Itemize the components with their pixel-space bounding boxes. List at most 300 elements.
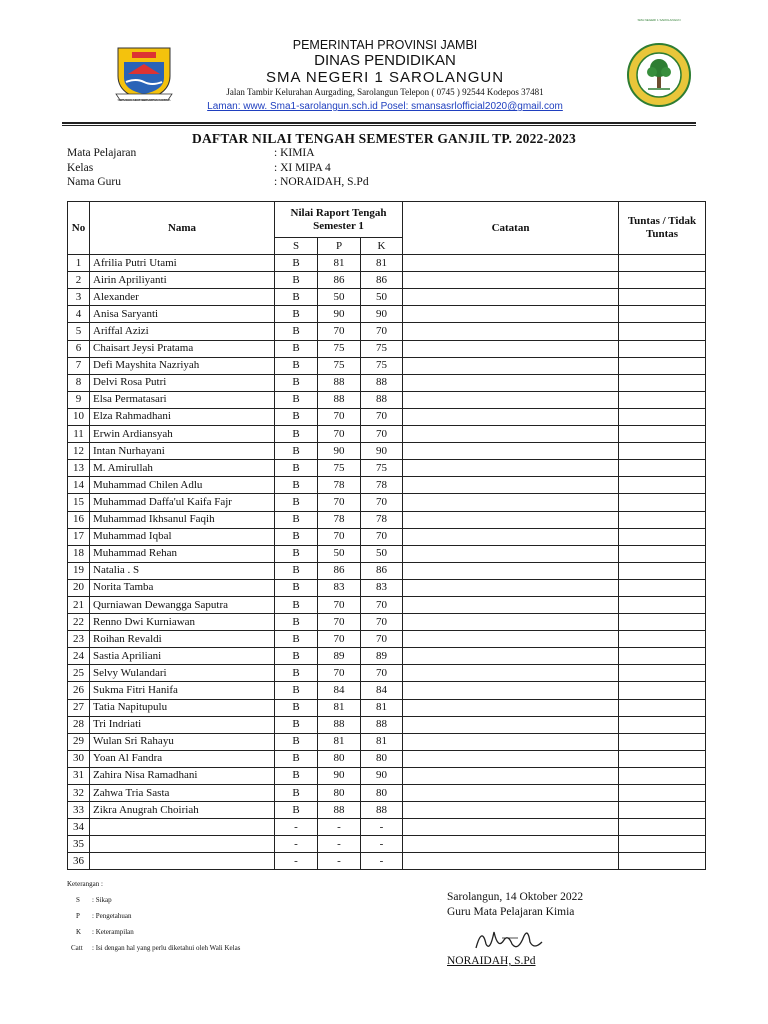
score-keterampilan: - [361,853,403,870]
table-row [68,477,706,494]
row-number: 6 [68,340,90,357]
score-pengetahuan: 70 [318,528,361,545]
score-pengetahuan: 78 [318,477,361,494]
status-cell [619,682,706,699]
score-pengetahuan: 70 [318,614,361,631]
score-pengetahuan: - [318,853,361,870]
row-number: 7 [68,357,90,374]
header-school: SMA NEGERI 1 SAROLANGUN [265,69,505,86]
legend-key-k: K [76,928,82,936]
status-cell [619,699,706,716]
table-row [68,255,706,272]
score-sikap: B [275,340,318,357]
row-number: 19 [68,562,90,579]
score-keterampilan: 78 [361,477,403,494]
score-sikap: B [275,426,318,443]
header-province: PEMERINTAH PROVINSI JAMBI [292,38,478,52]
score-sikap: B [275,306,318,323]
status-cell [619,272,706,289]
status-cell [619,443,706,460]
score-keterampilan: 75 [361,340,403,357]
notes-cell [403,699,619,716]
signature-place-date: Sarolangun, 14 Oktober 2022 [447,891,584,903]
status-cell [619,545,706,562]
class-label: Kelas [67,162,94,174]
status-cell [619,306,706,323]
student-name: Sukma Fitri Hanifa [90,682,275,699]
score-sikap: B [275,579,318,596]
score-pengetahuan: 80 [318,785,361,802]
table-row [68,272,706,289]
score-pengetahuan: 70 [318,596,361,613]
row-number: 4 [68,306,90,323]
status-cell [619,511,706,528]
score-pengetahuan: 50 [318,289,361,306]
col-no-header: No [68,202,90,255]
score-keterampilan: 88 [361,374,403,391]
status-cell [619,323,706,340]
table-row [68,699,706,716]
notes-cell [403,802,619,819]
table-row [68,682,706,699]
status-cell [619,716,706,733]
notes-cell [403,648,619,665]
subject-label: Mata Pelajaran [67,147,137,159]
score-keterampilan: 70 [361,665,403,682]
score-pengetahuan: 86 [318,562,361,579]
student-name: Tri Indriati [90,716,275,733]
notes-cell [403,853,619,870]
score-sikap: B [275,614,318,631]
score-keterampilan: 88 [361,716,403,733]
status-cell [619,853,706,870]
notes-cell [403,819,619,836]
notes-cell [403,579,619,596]
row-number: 3 [68,289,90,306]
teacher-value: : NORAIDAH, S.Pd [274,176,369,188]
score-pengetahuan: 86 [318,272,361,289]
status-cell [619,426,706,443]
score-sikap: B [275,596,318,613]
table-row [68,426,706,443]
student-name: Roihan Revaldi [90,631,275,648]
notes-cell [403,460,619,477]
score-pengetahuan: - [318,836,361,853]
col-p-header: P [318,238,361,255]
score-keterampilan: 50 [361,289,403,306]
student-name: Chaisart Jeysi Pratama [90,340,275,357]
status-cell [619,562,706,579]
score-sikap: B [275,374,318,391]
subject-value: : KIMIA [274,147,315,159]
score-pengetahuan: 81 [318,255,361,272]
row-number: 15 [68,494,90,511]
score-pengetahuan: 70 [318,665,361,682]
row-number: 8 [68,374,90,391]
row-number: 25 [68,665,90,682]
status-cell [619,819,706,836]
student-name: Muhammad Ikhsanul Faqih [90,511,275,528]
status-cell [619,579,706,596]
row-number: 16 [68,511,90,528]
status-cell [619,596,706,613]
col-name-header: Nama [90,202,275,255]
student-name [90,836,275,853]
status-cell [619,836,706,853]
row-number: 35 [68,836,90,853]
notes-cell [403,426,619,443]
row-number: 20 [68,579,90,596]
student-name: Muhammad Chilen Adlu [90,477,275,494]
row-number: 28 [68,716,90,733]
table-row [68,494,706,511]
score-keterampilan: 81 [361,733,403,750]
status-cell [619,750,706,767]
status-cell [619,357,706,374]
score-keterampilan: - [361,836,403,853]
table-row [68,460,706,477]
table-row [68,733,706,750]
score-pengetahuan: 70 [318,631,361,648]
score-sikap: B [275,682,318,699]
score-pengetahuan: 84 [318,682,361,699]
header-divider [62,122,696,124]
table-row [68,528,706,545]
student-name: Muhammad Rehan [90,545,275,562]
score-keterampilan: - [361,819,403,836]
legend-key-catt: Catt [71,944,83,952]
score-pengetahuan: 83 [318,579,361,596]
row-number: 36 [68,853,90,870]
student-name: Muhammad Daffa'ul Kaifa Fajr [90,494,275,511]
table-row [68,631,706,648]
status-cell [619,391,706,408]
score-sikap: B [275,665,318,682]
table-row [68,511,706,528]
score-pengetahuan: 75 [318,357,361,374]
score-sikap: B [275,785,318,802]
table-row [68,614,706,631]
header-address: Jalan Tambir Kelurahan Aurgading, Sarolangun Telepon ( 0745 ) 92544 Kodepos 37481 [226,87,544,97]
student-name: Sastia Apriliani [90,648,275,665]
row-number: 13 [68,460,90,477]
score-pengetahuan: 75 [318,460,361,477]
notes-cell [403,631,619,648]
row-number: 12 [68,443,90,460]
notes-cell [403,357,619,374]
row-number: 11 [68,426,90,443]
table-row [68,374,706,391]
student-name [90,853,275,870]
score-sikap: B [275,408,318,425]
notes-cell [403,767,619,784]
table-row [68,545,706,562]
score-pengetahuan: 81 [318,733,361,750]
table-row [68,340,706,357]
score-keterampilan: 89 [361,648,403,665]
table-row [68,408,706,425]
score-keterampilan: 80 [361,750,403,767]
notes-cell [403,255,619,272]
notes-cell [403,682,619,699]
score-keterampilan: 84 [361,682,403,699]
student-name: Elza Rahmadhani [90,408,275,425]
row-number: 1 [68,255,90,272]
score-keterampilan: 70 [361,494,403,511]
table-row [68,750,706,767]
status-cell [619,374,706,391]
notes-cell [403,545,619,562]
score-sikap: B [275,477,318,494]
student-name: M. Amirullah [90,460,275,477]
score-keterampilan: 81 [361,699,403,716]
score-sikap: B [275,323,318,340]
score-sikap: B [275,528,318,545]
grades-table [67,201,706,870]
header-agency: DINAS PENDIDIKAN [314,52,456,69]
score-keterampilan: 88 [361,802,403,819]
score-sikap: B [275,289,318,306]
table-row [68,306,706,323]
table-row [68,836,706,853]
notes-cell [403,374,619,391]
score-pengetahuan: 70 [318,426,361,443]
score-pengetahuan: 88 [318,802,361,819]
student-name [90,819,275,836]
row-number: 29 [68,733,90,750]
score-pengetahuan: 90 [318,767,361,784]
score-sikap: B [275,443,318,460]
score-pengetahuan: 88 [318,716,361,733]
notes-cell [403,528,619,545]
notes-cell [403,836,619,853]
score-sikap: B [275,460,318,477]
score-sikap: - [275,819,318,836]
notes-cell [403,562,619,579]
row-number: 9 [68,391,90,408]
student-name: Yoan Al Fandra [90,750,275,767]
row-number: 24 [68,648,90,665]
score-pengetahuan: 89 [318,648,361,665]
notes-cell [403,272,619,289]
row-number: 14 [68,477,90,494]
document-title: DAFTAR NILAI TENGAH SEMESTER GANJIL TP. 2022-2023 [192,131,576,146]
score-sikap: B [275,767,318,784]
status-cell [619,614,706,631]
score-pengetahuan: 88 [318,391,361,408]
score-keterampilan: 70 [361,408,403,425]
score-pengetahuan: 80 [318,750,361,767]
row-number: 10 [68,408,90,425]
notes-cell [403,323,619,340]
score-keterampilan: 75 [361,460,403,477]
row-number: 17 [68,528,90,545]
status-cell [619,460,706,477]
notes-cell [403,306,619,323]
score-sikap: B [275,802,318,819]
school-logo [626,42,692,108]
notes-cell [403,733,619,750]
score-keterampilan: 75 [361,357,403,374]
score-keterampilan: 90 [361,306,403,323]
school-logo-text: SMA NEGERI 1 SAROLANGUN [637,18,681,22]
score-keterampilan: 78 [361,511,403,528]
table-row [68,562,706,579]
notes-cell [403,511,619,528]
status-cell [619,648,706,665]
status-cell [619,665,706,682]
student-name: Tatia Napitupulu [90,699,275,716]
student-name: Ariffal Azizi [90,323,275,340]
student-name: Anisa Saryanti [90,306,275,323]
status-cell [619,528,706,545]
score-sikap: B [275,545,318,562]
header-divider-thin [62,125,696,126]
table-row [68,391,706,408]
legend-key-p: P [76,912,80,920]
student-name: Wulan Sri Rahayu [90,733,275,750]
legend-text-catt: : Isi dengan hal yang perlu diketahui oleh Wali Kelas [92,944,241,952]
legend-text-p: : Pengetahuan [92,912,132,920]
teacher-label: Nama Guru [67,176,121,188]
notes-cell [403,750,619,767]
student-name: Zahwa Tria Sasta [90,785,275,802]
table-row [68,716,706,733]
score-sikap: B [275,255,318,272]
score-sikap: B [275,733,318,750]
score-pengetahuan: 81 [318,699,361,716]
row-number: 5 [68,323,90,340]
score-sikap: - [275,836,318,853]
score-sikap: - [275,853,318,870]
student-name: Elsa Permatasari [90,391,275,408]
col-status-header: Tuntas / Tidak Tuntas [619,202,706,255]
table-row [68,853,706,870]
status-cell [619,340,706,357]
status-cell [619,631,706,648]
status-cell [619,289,706,306]
col-notes-header: Catatan [403,202,619,255]
row-number: 23 [68,631,90,648]
signature-role: Guru Mata Pelajaran Kimia [447,906,575,918]
notes-cell [403,408,619,425]
legend-text-s: : Sikap [92,896,112,904]
table-row [68,802,706,819]
student-name: Intan Nurhayani [90,443,275,460]
legend-text-k: : Keterampilan [92,928,134,936]
score-pengetahuan: 90 [318,306,361,323]
status-cell [619,477,706,494]
score-pengetahuan: 78 [318,511,361,528]
row-number: 34 [68,819,90,836]
row-number: 27 [68,699,90,716]
score-keterampilan: 70 [361,596,403,613]
score-pengetahuan: 70 [318,323,361,340]
notes-cell [403,494,619,511]
student-name: Muhammad Iqbal [90,528,275,545]
row-number: 32 [68,785,90,802]
status-cell [619,494,706,511]
student-name: Zahira Nisa Ramadhani [90,767,275,784]
class-value: : XI MIPA 4 [274,162,331,174]
score-keterampilan: 86 [361,562,403,579]
student-name: Renno Dwi Kurniawan [90,614,275,631]
row-number: 21 [68,596,90,613]
score-sikap: B [275,562,318,579]
score-pengetahuan: 70 [318,494,361,511]
notes-cell [403,391,619,408]
score-keterampilan: 70 [361,426,403,443]
col-raport-header: Nilai Raport Tengah Semester 1 [275,202,403,238]
table-row [68,819,706,836]
table-row [68,785,706,802]
status-cell [619,733,706,750]
score-keterampilan: 70 [361,528,403,545]
student-name: Natalia . S [90,562,275,579]
student-name: Selvy Wulandari [90,665,275,682]
row-number: 2 [68,272,90,289]
score-pengetahuan: 90 [318,443,361,460]
score-sikap: B [275,648,318,665]
student-name: Defi Mayshita Nazriyah [90,357,275,374]
table-row [68,665,706,682]
student-name: Zikra Anugrah Choiriah [90,802,275,819]
notes-cell [403,785,619,802]
score-sikap: B [275,716,318,733]
score-keterampilan: 80 [361,785,403,802]
score-sikap: B [275,272,318,289]
score-keterampilan: 70 [361,631,403,648]
score-keterampilan: 88 [361,391,403,408]
row-number: 26 [68,682,90,699]
score-pengetahuan: 88 [318,374,361,391]
student-name: Airin Apriliyanti [90,272,275,289]
header-contact-link[interactable]: Laman: www. Sma1-sarolangun.sch.id Posel: smansasrlofficial2020@gmail.com [207,101,563,112]
score-sikap: B [275,699,318,716]
row-number: 30 [68,750,90,767]
student-name: Norita Tamba [90,579,275,596]
student-name: Alexander [90,289,275,306]
table-row [68,323,706,340]
legend-key-s: S [76,896,80,904]
notes-cell [403,340,619,357]
score-sikap: B [275,750,318,767]
table-row [68,289,706,306]
signature-name: NORAIDAH, S.Pd [447,955,536,967]
score-sikap: B [275,511,318,528]
handwritten-signature [472,922,552,956]
province-logo-text: SEPUCUK ADAT SERUMPUN NORMA [117,98,171,102]
student-name: Erwin Ardiansyah [90,426,275,443]
score-keterampilan: 90 [361,767,403,784]
score-pengetahuan: 50 [318,545,361,562]
row-number: 33 [68,802,90,819]
status-cell [619,785,706,802]
notes-cell [403,716,619,733]
table-row [68,767,706,784]
student-name: Delvi Rosa Putri [90,374,275,391]
score-keterampilan: 90 [361,443,403,460]
notes-cell [403,596,619,613]
notes-cell [403,614,619,631]
score-pengetahuan: - [318,819,361,836]
notes-cell [403,665,619,682]
score-keterampilan: 81 [361,255,403,272]
notes-cell [403,443,619,460]
score-keterampilan: 86 [361,272,403,289]
student-name: Afrilia Putri Utami [90,255,275,272]
status-cell [619,767,706,784]
